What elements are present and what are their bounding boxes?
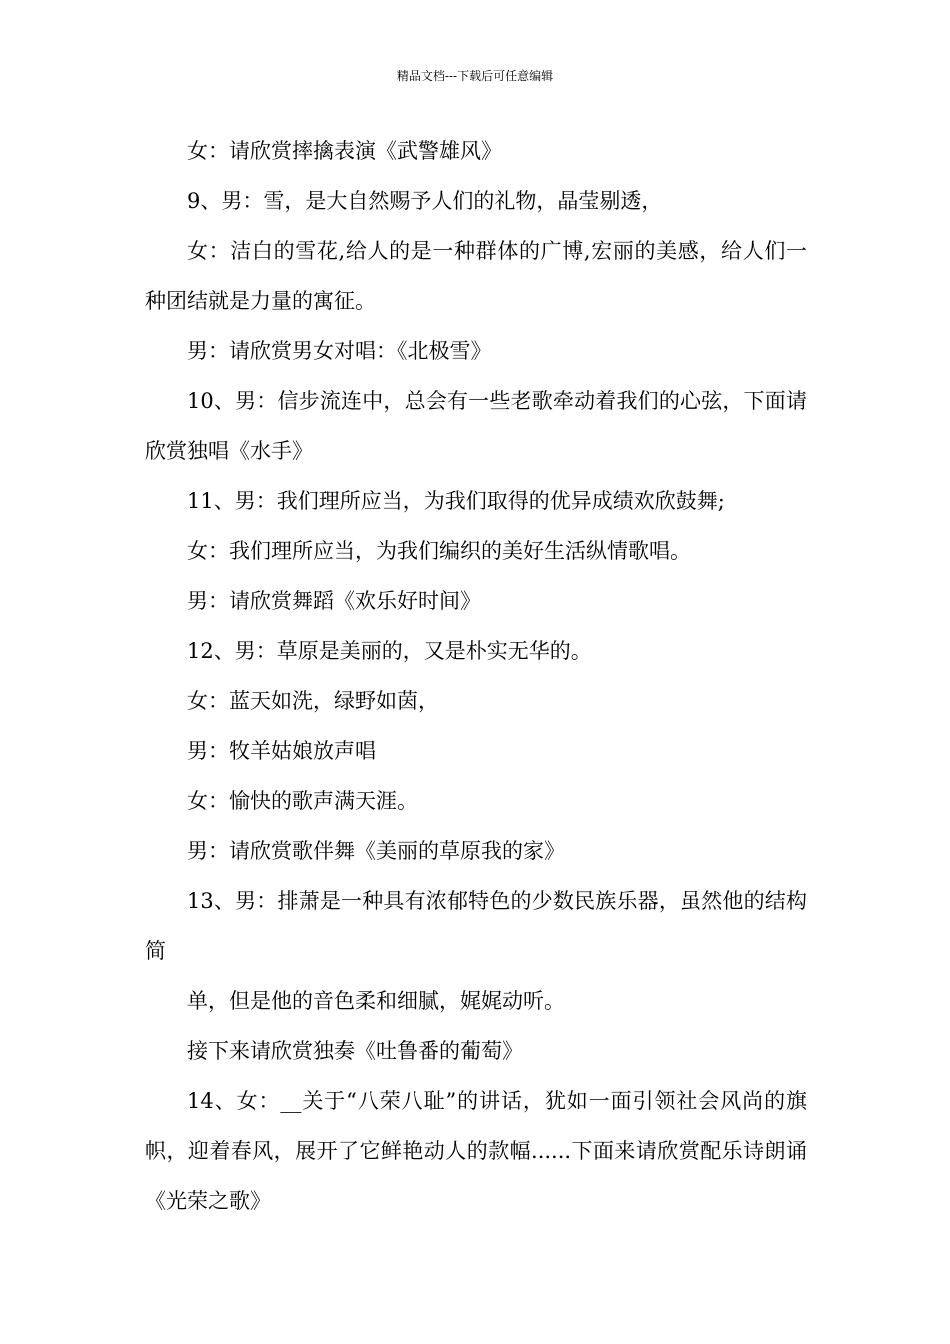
paragraph-3: 女：洁白的雪花,给人的是一种群体的广博,宏丽的美感，给人们一种团结就是力量的寓征。: [145, 239, 807, 313]
paragraph-14: 13、男：排萧是一种具有浓郁特色的少数民族乐器，虽然他的结构简: [145, 889, 807, 963]
paragraph-5: 10、男：信步流连中，总会有一些老歌牵动着我们的心弦，下面请欣赏独唱《水手》: [145, 389, 807, 463]
paragraph-6: 11、男：我们理所应当，为我们取得的优异成绩欢欣鼓舞;: [187, 489, 725, 513]
paragraph-7: 女：我们理所应当，为我们编织的美好生活纵情歌唱。: [187, 539, 691, 563]
paragraph-9: 12、男：草原是美丽的，又是朴实无华的。: [187, 639, 592, 663]
page-header: 精品文档---下载后可任意编辑: [396, 69, 554, 83]
paragraph-15: 单，但是他的音色柔和细腻，娓娓动听。: [187, 989, 565, 1013]
paragraph-11: 男：牧羊姑娘放声唱: [187, 739, 376, 763]
paragraph-1: 女：请欣赏摔擒表演《武警雄风》: [187, 139, 502, 163]
paragraph-12: 女：愉快的歌声满天涯。: [187, 789, 418, 813]
paragraph-17: 14、女：__关于“八荣八耻”的讲话，犹如一面引领社会风尚的旗帜，迎着春风，展开了它鲜艳动人的款幅......下面来请欣赏配乐诗朗诵《光荣之歌》: [145, 1089, 807, 1213]
paragraph-13: 男：请欣赏歌伴舞《美丽的草原我的家》: [187, 839, 565, 863]
paragraph-4: 男：请欣赏男女对唱：《北极雪》: [187, 339, 492, 363]
paragraph-8: 男：请欣赏舞蹈《欢乐好时间》: [187, 589, 481, 613]
paragraph-10: 女：蓝天如洗，绿野如茵，: [187, 689, 439, 713]
paragraph-2: 9、男：雪，是大自然赐予人们的礼物，晶莹剔透，: [187, 189, 663, 213]
document-body: [145, 126, 807, 1226]
paragraph-16: 接下来请欣赏独奏《吐鲁番的葡萄》: [187, 1039, 523, 1063]
